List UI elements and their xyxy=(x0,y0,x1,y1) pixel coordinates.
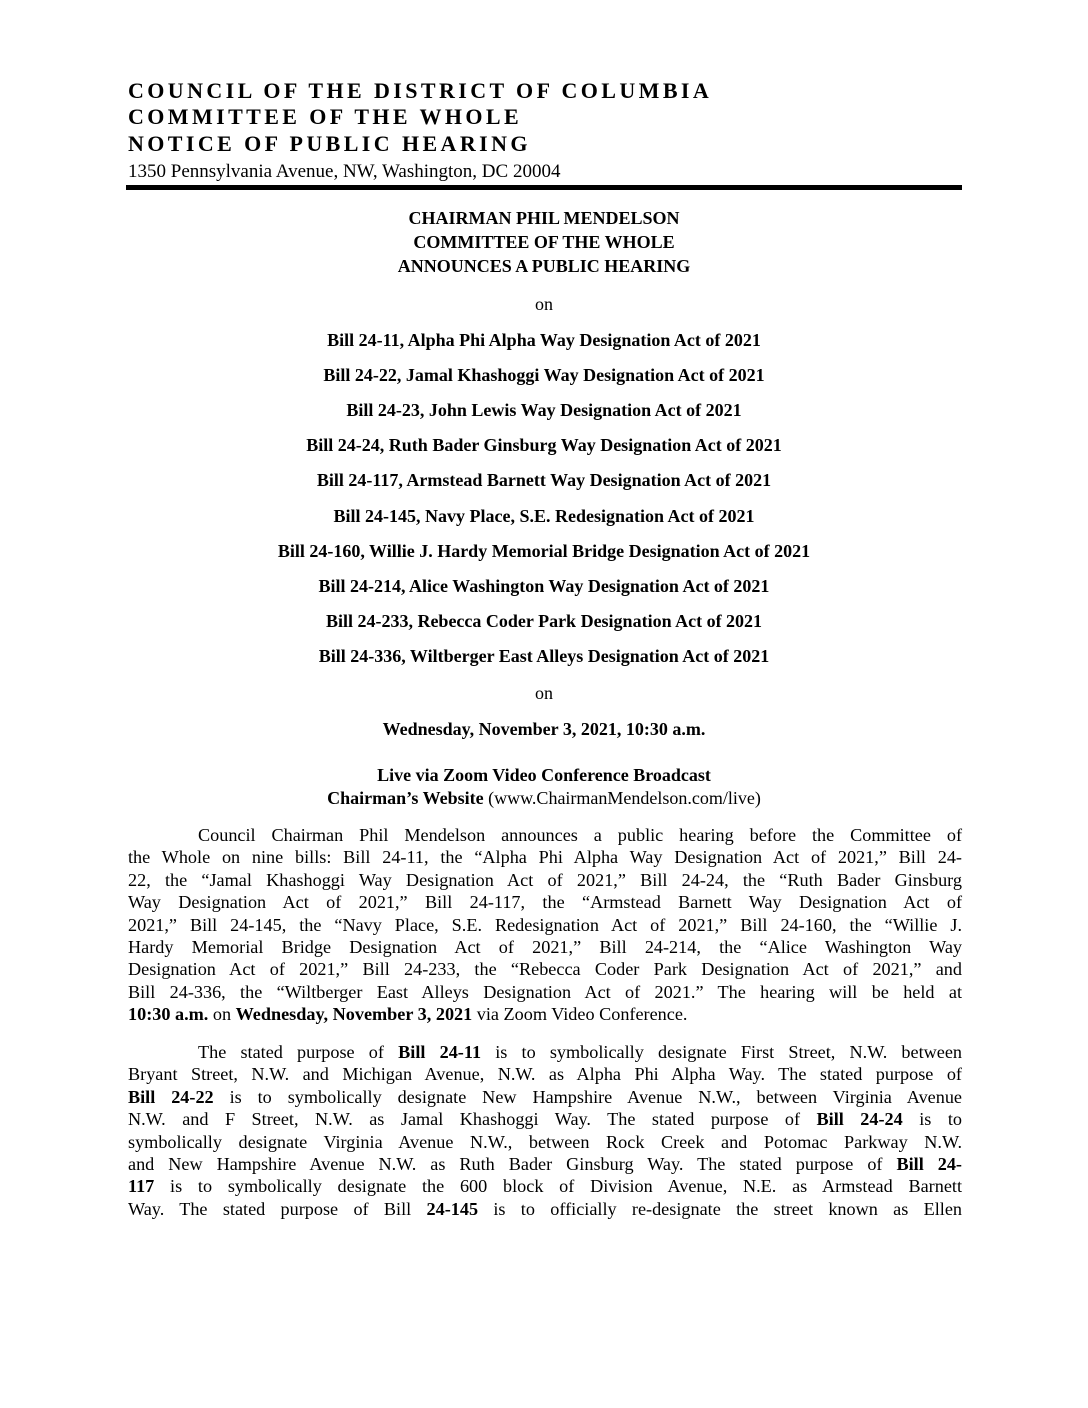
website-url: (www.ChairmanMendelson.com/live) xyxy=(483,788,761,808)
hearing-time: 10:30 a.m. xyxy=(128,1004,209,1025)
on-label-1: on xyxy=(535,294,553,314)
para-line: Council Chairman Phil Mendelson announces a public hearing before the Committee of xyxy=(198,825,962,845)
announcement-chairman: CHAIRMAN PHIL MENDELSON xyxy=(408,208,680,228)
bill-ref: Bill 24-24 xyxy=(816,1109,903,1130)
announcement-committee: COMMITTEE OF THE WHOLE xyxy=(413,232,675,252)
bill-ref: Bill 24-11 xyxy=(398,1042,482,1062)
bill-item: Bill 24-145, Navy Place, S.E. Redesignation Act of 2021 xyxy=(333,506,755,526)
bill-ref: 24-145 xyxy=(426,1198,479,1219)
bill-item: Bill 24-23, John Lewis Way Designation Act of 2021 xyxy=(346,400,742,420)
para-line: Designation Act of 2021,” Bill 24-233, the “Rebecca Coder Park Designation Act of 2021,” and xyxy=(128,959,962,980)
para-line: Bryant Street, N.W. and Michigan Avenue, N.W. as Alpha Phi Alpha Way. The stated purpose of xyxy=(128,1064,962,1085)
bill-item: Bill 24-214, Alice Washington Way Designation Act of 2021 xyxy=(318,576,770,596)
bill-item: Bill 24-117, Armstead Barnett Way Designation Act of 2021 xyxy=(316,470,772,490)
bill-ref: Bill 24-22 xyxy=(128,1086,214,1107)
bill-item: Bill 24-11, Alpha Phi Alpha Way Designation Act of 2021 xyxy=(327,330,761,350)
para-line: 22, the “Jamal Khashoggi Way Designation Act of 2021,” Bill 24-24, the “Ruth Bader Ginsburg xyxy=(128,869,962,890)
intro-paragraph: Council Chairman Phil Mendelson announces a public hearing before the Committee of the Whole on nine bills: Bill 24-11, the “Alpha Phi Alpha Way Designation Act of 2021,” Bill 24- 22, the “Jamal Khashoggi Way Designation Act of 2021,” Bill 24-24, the “Ruth Bader Ginsburg Way Designation Act of 2021,” Bill 24-117, the “Armstead Barnett Way Designation Act of 2021,” Bill 24-145, the “Navy Place, S.E. Redesignation Act of 2021,” Bill 24-160, the “Willie J. Hardy Memorial Bridge Designation Act of 2021,” Bill 24-214, the “Alice Washington Way Designation Act of 2021,” Bill 24-233, the “Rebecca Coder Park Designation Act of 2021,” and Bill 24-336, the “Wiltberger East Alleys Designation Act of 2021.” The hearing will be held at 10:30 a.m. on Wednesday, November 3, 2021 via Zoom Video Conference. xyxy=(128,825,962,1025)
hearing-datetime: Wednesday, November 3, 2021, 10:30 a.m. xyxy=(382,719,706,739)
bill-ref: 117 xyxy=(128,1176,155,1197)
hearing-date: Wednesday, November 3, 2021 xyxy=(235,1004,473,1025)
bill-item: Bill 24-233, Rebecca Coder Park Designation Act of 2021 xyxy=(325,611,763,631)
bill-item: Bill 24-22, Jamal Khashoggi Way Designation Act of 2021 xyxy=(323,365,765,385)
para-line: symbolically designate Virginia Avenue N.W., between Rock Creek and Potomac Parkway N.W. xyxy=(128,1131,962,1152)
purpose-paragraph: The stated purpose of Bill 24-11 is to symbolically designate First Street, N.W. between Bryant Street, N.W. and Michigan Avenue, N.W. as Alpha Phi Alpha Way. The stated purpose of Bill 24-22 is to symbolically designate New Hampshire Avenue N.W., between Virginia Avenue N.W. and F Street, N.W. as Jamal Khashoggi Way. The stated purpose of Bill 24-24 is to symbolically designate Virginia Avenue N.W., between Rock Creek and Potomac Parkway N.W. and New Hampshire Avenue N.W. as Ruth Bader Ginsburg Way. The stated purpose of Bill 24- 117 is to symbolically designate the 600 block of Division Avenue, N.E. as Armstead Barnett Way. The stated purpose of Bill 24-145 is to officially re-designate the street known as Ellen xyxy=(128,1042,963,1219)
para-line: the Whole on nine bills: Bill 24-11, the “Alpha Phi Alpha Way Designation Act of 2021,” Bill 24- xyxy=(128,847,962,868)
venue-zoom: Live via Zoom Video Conference Broadcast xyxy=(377,765,711,785)
venue-website xyxy=(100,788,988,809)
bill-item: Bill 24-24, Ruth Bader Ginsburg Way Designation Act of 2021 xyxy=(306,435,782,455)
notice-title: NOTICE OF PUBLIC HEARING xyxy=(128,131,531,156)
bill-ref: Bill 24- xyxy=(896,1154,962,1175)
bill-item: Bill 24-160, Willie J. Hardy Memorial Bridge Designation Act of 2021 xyxy=(277,541,811,561)
council-address: 1350 Pennsylvania Avenue, NW, Washington, DC 20004 xyxy=(128,161,561,182)
bill-item: Bill 24-336, Wiltberger East Alleys Designation Act of 2021 xyxy=(318,646,770,666)
announcement-hearing: ANNOUNCES A PUBLIC HEARING xyxy=(397,256,691,276)
website-label: Chairman’s Website xyxy=(327,788,484,808)
header-rule xyxy=(126,185,962,190)
para-line: Way Designation Act of 2021,” Bill 24-117, the “Armstead Barnett Way Designation Act of xyxy=(128,892,962,913)
committee-title: COMMITTEE OF THE WHOLE xyxy=(128,104,523,129)
para-line: Hardy Memorial Bridge Designation Act of 2021,” Bill 24-214, the “Alice Washington Way xyxy=(128,937,962,958)
council-title: COUNCIL OF THE DISTRICT OF COLUMBIA xyxy=(128,78,713,103)
para-line: 2021,” Bill 24-145, the “Navy Place, S.E. Redesignation Act of 2021,” Bill 24-160, the “Willie J. xyxy=(128,914,962,935)
para-line: Bill 24-336, the “Wiltberger East Alleys Designation Act of 2021.” The hearing will be held at xyxy=(128,981,962,1002)
on-label-2: on xyxy=(535,683,553,703)
